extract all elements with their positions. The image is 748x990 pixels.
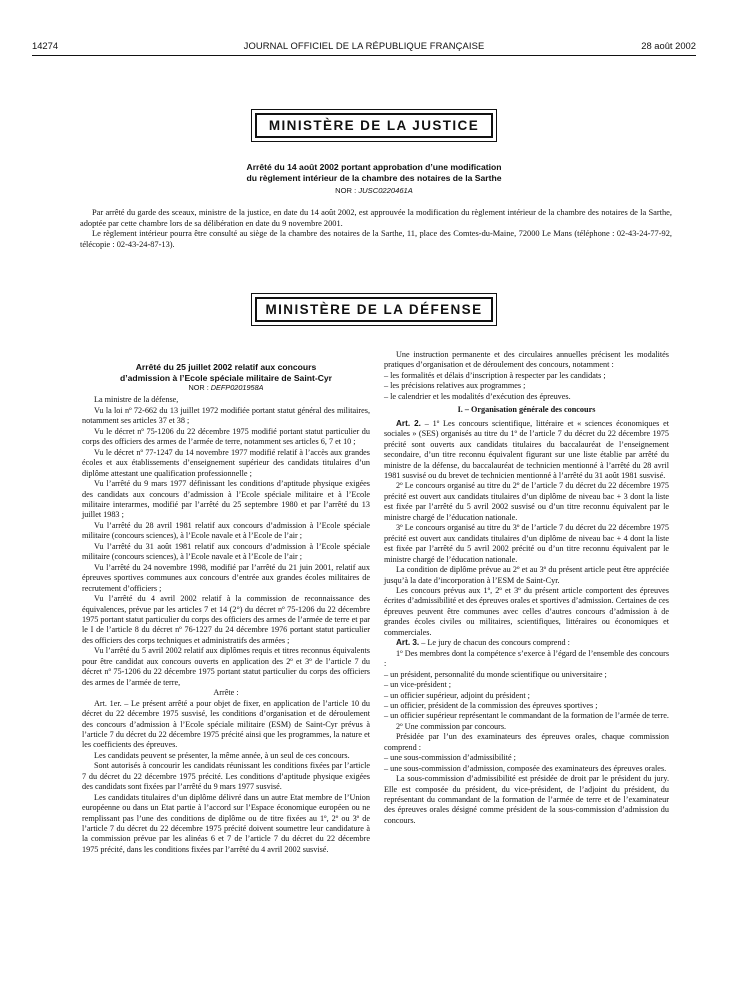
paragraph: Vu l’arrêté du 4 avril 2002 relatif à la commission de reconnaissance des équivalences, prévue par les articles 7 et 14 (2°) du décret nº 75-1206 du 22 décembre 1975 portant statut particulier du corps des officiers des armes de l’armée de terre et par le I de l’article 8 du décret nº 76-1227 du 24 décembre 1976 portant statut particulier des officiers des corps techniques et administratifs des armées ;: [82, 594, 370, 645]
paragraph: Les candidats titulaires d’un diplôme délivré dans un autre Etat membre de l’Union européenne ou dans un Etat partie à l’accord sur l’Espace économique européen ou ne remplissant pas l’une des conditions de diplôme ou de titre fixées au 1º, 2º ou 3º de l’article 7 du décret du 22 décembre 1975 précité doivent soumettre leur candidature à la commission prévue par les alinéas 6 et 7 de l’article 7 du décret du 22 décembre 1975 précité, dans les conditions fixées par l’arrêté du 4 avril 2002 susvisé.: [82, 792, 370, 854]
paragraph: La sous-commission d’admissibilité est présidée de droit par le président du jury. Elle est composée du président, du vice-président, de l’adjoint du président, du représentant du commandant de la formation de l’armée de terre et de l’examinateur des épreuves orales désigné comme président de la sous-commission d’admission du concours.: [384, 774, 669, 825]
paragraph: Sont autorisés à concourir les candidats réunissant les conditions fixées par l’article 7 du décret du 22 décembre 1975 précité. Les conditions d’aptitude physique exigées des candidats sont fixées par l’arrêté du 9 mars 1977 susvisé.: [82, 761, 370, 792]
list-item: – un officier, président de la commission des épreuves sportives ;: [384, 701, 669, 711]
article-3: Art. 3. – Le jury de chacun des concours comprend :: [396, 638, 570, 648]
arrete-label: Arrête :: [213, 688, 239, 698]
ministry-name: MINISTÈRE DE LA DÉFENSE: [265, 302, 483, 317]
section-heading: I. – Organisation générale des concours: [457, 405, 596, 415]
decree-title: Arrêté du 14 août 2002 portant approbation d’une modification du règlement intérieur de la chambre des notaires de la Sarthe: [246, 162, 502, 183]
page-number: 14274: [32, 40, 59, 51]
list-item: – un vice-président ;: [384, 680, 669, 690]
paragraph: Les concours prévus aux 1º, 2º et 3º du présent article comportent des épreuves écrites d’admissibilité et des épreuves orales et sportives d’admission. Certaines de ces épreuves peuvent être communes avec celles d’autres concours d’admission à de grandes écoles civiles ou militaires, scientifiques, littéraires ou économiques et commerciales.: [384, 585, 669, 637]
list-item: – un officier supérieur représentant le commandant de la formation de l’armée de terre.: [384, 711, 669, 721]
decree-title: Arrêté du 25 juillet 2002 relatif aux concours d’admission à l’Ecole spéciale militaire de Saint-Cyr: [119, 362, 333, 383]
list-item: – une sous-commission d’admissibilité ;: [384, 753, 669, 763]
paragraph: Présidée par l’un des examinateurs des épreuves orales, chaque commission comprend :: [384, 732, 669, 752]
paragraph: Une instruction permanente et des circulaires annuelles précisent les modalités pratiques d’organisation et de déroulement des concours, notamment :: [384, 350, 669, 370]
header-rule: [32, 55, 696, 56]
ministry-name: MINISTÈRE DE LA JUSTICE: [268, 118, 480, 133]
list-item: – les précisions relatives aux programmes ;: [384, 381, 669, 391]
paragraph: Vu le décret nº 75-1206 du 22 décembre 1975 modifié portant statut particulier du corps des officiers des armes de l’armée de terre, notamment ses articles 6, 7 et 10 ;: [82, 426, 370, 447]
ministry-box-defense: [255, 297, 493, 322]
issue-date: 28 août 2002: [641, 40, 696, 51]
decree-body: Par arrêté du garde des sceaux, ministre de la justice, en date du 14 août 2002, est approuvée la modification du règlement intérieur de la chambre des notaires de la Sarthe, adoptée par cette chambre lors de sa délibération en date du 9 novembre 2001. Le règlement intérieur pourra être consulté au siège de la chambre des notaires de la Sarthe, 11, place des Comtes-du-Maine, 72000 Le Mans (téléphone : 02-43-24-77-92, télécopie : 02-43-24-87-13).: [80, 208, 672, 249]
ministry-box-justice: [255, 113, 493, 138]
paragraph: Vu l’arrêté du 24 novembre 1998, modifié par l’arrêté du 21 juin 2001, relatif aux épreuves sportives communes aux concours d’entrée aux grandes écoles militaires de recrutement d’officiers ;: [82, 562, 370, 593]
article-1: Art. 1er. – Le présent arrêté a pour objet de fixer, en application de l’article 10 du décret du 22 décembre 1975 susvisé, les conditions d’organisation et de déroulement des concours d’admission à l’Ecole spéciale militaire (ESM) de Saint-Cyr prévus à l’article 7 du décret du 22 décembre 1975 précité ainsi que les programmes, la nature et les coefficients des épreuves.: [82, 698, 370, 750]
paragraph: Vu la loi nº 72-662 du 13 juillet 1972 modifiée portant statut général des militaires, notamment ses articles 37 et 38 ;: [82, 405, 370, 426]
paragraph: La ministre de la défense,: [94, 395, 179, 405]
paragraph: 3º Le concours organisé au titre du 3º de l’article 7 du décret du 22 décembre 1975 précité est ouvert aux candidats titulaires d’un diplôme de niveau bac + 4 dont la liste est fixée par l’arrêté du 5 avril 2002 précité ou d’un titre reconnu équivalent par le ministre chargé de l’éducation nationale.: [384, 523, 669, 564]
paragraph: 2º Une commission par concours.: [396, 721, 507, 731]
paragraph: Vu l’arrêté du 9 mars 1977 définissant les conditions d’aptitude physique exigées des candidats aux concours d’admission à l’Ecole spéciale militaire et à l’Ecole militaire interarmes, modifié par l’arrêté du 25 septembre 1980 et par l’arrêté du 13 juillet 1983 ;: [82, 479, 370, 520]
article-2: Art. 2. – 1º Les concours scientifique, littéraire et « sciences économiques et sociales » (SES) organisés au titre du 1º de l’article 7 du décret du 22 décembre 1975 précité sont ouverts aux candidats titulaires du baccalauréat de l’enseignement secondaire, d’un titre reconnu équivalent figurant sur une liste établie par arrêté du ministre de la défense, du baccalauréat de technicien mentionné à l’arrêté du 28 avril 1981 susvisé ou du brevet de technicien mentionné à l’arrêté du 31 août 1981 susvisé.: [384, 418, 669, 480]
paragraph: La condition de diplôme prévue au 2º et au 3º du présent article peut être appréciée jusqu’à la date d’incorporation à l’ESM de Saint-Cyr.: [384, 565, 669, 585]
right-column: [384, 350, 669, 826]
paragraph: Vu l’arrêté du 5 avril 2002 relatif aux diplômes requis et titres reconnus équivalents pour être candidat aux concours ouverts en application des 2º et 3º de l’article 7 du décret nº 75-1206 du 22 décembre 1975 portant statut particulier du corps des officiers des armes de l’armée de terre,: [82, 646, 370, 687]
list-item: – une sous-commission d’admission, composée des examinateurs des épreuves orales.: [384, 764, 669, 774]
nor-reference: NOR : DEFP0201958A: [188, 383, 264, 392]
paragraph: Vu l’arrêté du 31 août 1981 relatif aux concours d’admission à l’Ecole spéciale militaire (concours sciences), à l’Ecole navale et à l’Ecole de l’air ;: [82, 541, 370, 562]
list-item: – un officier supérieur, adjoint du président ;: [384, 691, 669, 701]
paragraph: Vu l’arrêté du 28 avril 1981 relatif aux concours d’admission à l’Ecole spéciale militaire (concours sciences), à l’Ecole navale et à l’Ecole de l’air ;: [82, 520, 370, 541]
paragraph: Les candidats peuvent se présenter, la même année, à un seul de ces concours.: [94, 750, 350, 760]
running-header: [32, 40, 696, 54]
list-item: – les formalités et délais d’inscription à respecter par les candidats ;: [384, 371, 669, 381]
paragraph: 2º Le concours organisé au titre du 2º de l’article 7 du décret du 22 décembre 1975 précité est ouvert aux candidats titulaires d’un diplôme de niveau bac + 3 dont la liste est fixée par l’arrêté du 5 avril 2002 susvisé ou d’un titre reconnu équivalent par le ministre chargé de l’éducation nationale.: [384, 481, 669, 522]
left-column: [82, 362, 370, 855]
paragraph: Vu le décret nº 77-1247 du 14 novembre 1977 modifié relatif à l’accès aux grandes écoles et aux établissements d’enseignement supérieur des candidats titulaires d’un diplôme attestant une qualification professionnelle ;: [82, 447, 370, 478]
list-item: – le calendrier et les modalités d’exécution des épreuves.: [384, 392, 669, 402]
paragraph: 1º Des membres dont la compétence s’exerce à l’égard de l’ensemble des concours :: [384, 648, 669, 669]
journal-title: JOURNAL OFFICIEL DE LA RÉPUBLIQUE FRANÇAISE: [243, 40, 485, 51]
nor-reference: NOR : JUSC0220461A: [335, 186, 413, 195]
list-item: – un président, personnalité du monde scientifique ou universitaire ;: [384, 670, 669, 680]
